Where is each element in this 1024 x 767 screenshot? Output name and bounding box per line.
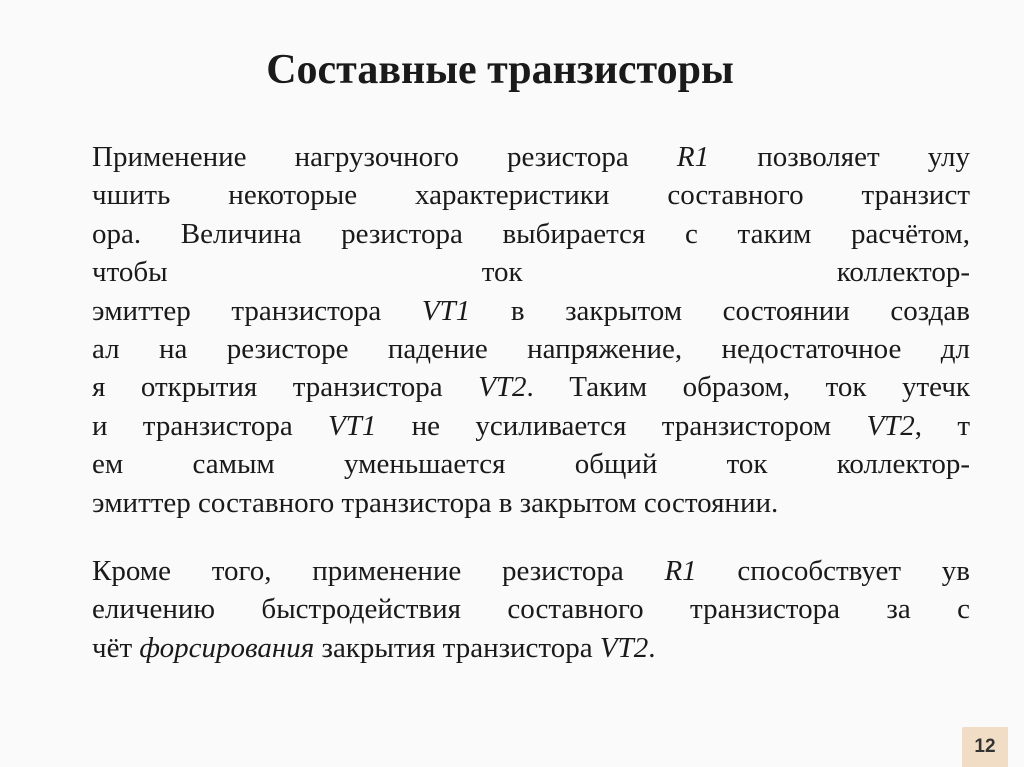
page-number-badge: 12 <box>962 727 1008 767</box>
text-line: ора. Величина резистора выбирается с таким расчётом, <box>92 217 970 250</box>
body-paragraph-1 <box>92 138 970 522</box>
body-paragraph-2 <box>92 552 970 667</box>
emphasis-term: VT2 <box>478 371 527 404</box>
text-line: чтобы ток коллектор- <box>92 256 970 289</box>
text-line: и транзистора VT1 не усиливается транзистором VT2, т <box>92 409 971 442</box>
emphasis-term: VT2 <box>599 631 649 664</box>
emphasis-term: VT1 <box>421 294 471 327</box>
text-line: Применение нагрузочного резистора R1 позволяет улу <box>92 141 970 173</box>
emphasis-term: VT1 <box>328 409 377 442</box>
emphasis-term: R1 <box>676 141 710 173</box>
text-line: эмиттер составного транзистора в закрытом состоянии. <box>92 486 779 519</box>
text-line: еличению быстродействия составного транзистора за с <box>92 593 970 626</box>
emphasis-term: R1 <box>664 555 697 587</box>
text-line: Кроме того, применение резистора R1 способствует ув <box>92 555 970 587</box>
text-line: ал на резисторе падение напряжение, недостаточное дл <box>92 333 970 366</box>
text-line: эмиттер транзистора VT1 в закрытом состоянии создав <box>92 294 970 327</box>
text-line: чшить некоторые характеристики составного транзист <box>92 179 970 212</box>
slide-title: Составные транзисторы <box>266 47 734 93</box>
text-line: я открытия транзистора VT2. Таким образом, ток утечк <box>92 371 970 404</box>
emphasis-term: VT2 <box>866 409 915 442</box>
text-line: ем самым уменьшается общий ток коллектор- <box>92 448 970 481</box>
text-line: чёт форсирования закрытия транзистора VT2. <box>92 631 656 664</box>
emphasis-term: форсирования <box>139 631 315 664</box>
